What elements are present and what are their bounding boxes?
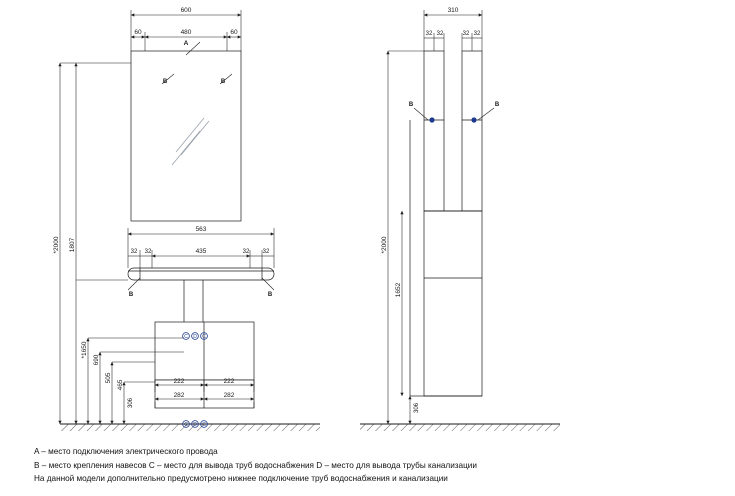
dim-306-left: 306	[128, 397, 134, 409]
label-b-mirror-left: B	[162, 79, 168, 85]
label-b-column-right: B	[494, 102, 500, 108]
dim-drawer-right: 222	[223, 378, 235, 385]
dim-base-left: 282	[173, 392, 185, 399]
dim-505: 505	[105, 372, 112, 384]
dim-vanity-top-width: 563	[195, 226, 207, 233]
marker-c-1: C	[184, 334, 188, 340]
dim-690: 690	[93, 354, 100, 366]
floor-marker-c-2: C	[202, 422, 206, 428]
dim-left-total: *2000	[53, 236, 60, 254]
dim-column-seg1: 32	[425, 31, 433, 37]
marker-d-1: D	[193, 334, 197, 340]
dim-mirror-margin-right: 60	[230, 29, 238, 36]
legend-line-a: A – место подключения электрического провода	[34, 447, 218, 456]
dim-465: 465	[117, 379, 124, 391]
label-b-mirror-right: B	[220, 79, 226, 85]
legend-line-note: На данной модели дополнительно предусмотрено нижнее подключение труб водоснабжения и канализации	[34, 474, 448, 484]
dim-vanity-seg2: 32	[144, 249, 152, 255]
label-b-vanity-left: B	[128, 292, 134, 298]
dim-column-depth: 310	[447, 7, 459, 14]
floor-marker-c-1: C	[184, 422, 188, 428]
dim-mirror-margin-left: 60	[134, 29, 142, 36]
marker-c-2: C	[202, 334, 206, 340]
dim-vanity-top: *1650	[81, 341, 88, 359]
dim-306-right: 306	[414, 402, 420, 414]
dim-mirror-height: 1807	[69, 237, 76, 253]
dim-vanity-center: 435	[195, 248, 207, 255]
dim-vanity-seg1: 32	[130, 249, 138, 255]
dim-vanity-seg3: 32	[242, 249, 250, 255]
dim-vanity-seg4: 32	[262, 249, 270, 255]
dim-drawer-left: 222	[173, 378, 185, 385]
dim-mirror-inner: 480	[180, 29, 192, 36]
dim-mirror-overall: 600	[180, 7, 192, 14]
dim-column-seg4: 32	[473, 31, 481, 37]
label-b-column-left: B	[408, 102, 414, 108]
dim-column-body: 1652	[395, 282, 402, 298]
dim-right-total: *2000	[381, 236, 388, 254]
label-a: A	[183, 40, 189, 47]
legend-line-b: B – место крепления навесов C – место для вывода труб водоснабжения D – место для вывода трубы канализации	[34, 460, 477, 470]
legend	[34, 445, 714, 486]
label-b-vanity-right: B	[267, 292, 273, 298]
floor-marker-d-1: D	[193, 422, 197, 428]
right-elevation	[360, 51, 560, 431]
left-elevation	[60, 51, 320, 431]
dim-column-seg2: 32	[436, 31, 444, 37]
dim-column-seg3: 32	[462, 31, 470, 37]
dim-base-right: 282	[223, 392, 235, 399]
